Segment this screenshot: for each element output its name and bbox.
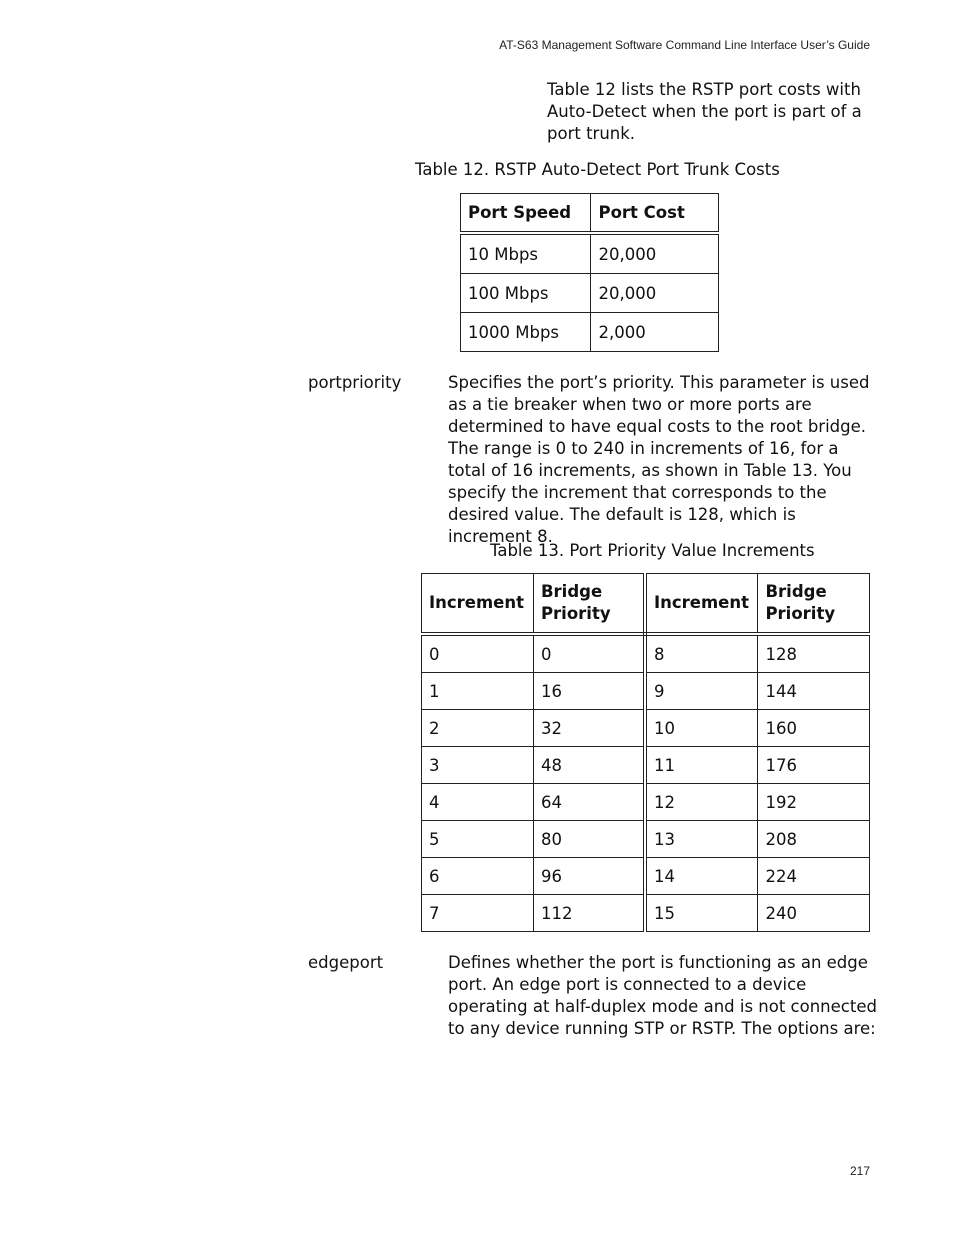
- table-row: [422, 784, 870, 821]
- cell-increment: 13: [645, 821, 758, 858]
- table-row: [422, 634, 870, 673]
- table-row: [422, 673, 870, 710]
- cell-increment: 6: [422, 858, 534, 895]
- edgeport-description: Defines whether the port is functioning as an edge port. An edge port is connected to a device operating at half-duplex mode and is not connected to any device running STP or RSTP. The options are:: [448, 953, 877, 1038]
- table-row: [422, 858, 870, 895]
- table-row: [461, 233, 719, 274]
- cell-bridge-priority: 64: [533, 784, 645, 821]
- table-row: [422, 710, 870, 747]
- cell-bridge-priority: 48: [533, 747, 645, 784]
- cell-bridge-priority: 128: [758, 634, 870, 673]
- cell-port-cost: 20,000: [591, 274, 719, 313]
- cell-bridge-priority: 96: [533, 858, 645, 895]
- table13-caption: Table 13. Port Priority Value Increments: [490, 541, 815, 560]
- term-edgeport: edgeport: [308, 953, 384, 972]
- table-header-row: [422, 574, 870, 635]
- portpriority-description: Specifies the port’s priority. This parameter is used as a tie breaker when two or more ports are determined to have equal costs to the root bridge. The range is 0 to 240 in increments of 16, for a total of 16 increments, as shown in Table 13. You specify the increment that corresponds to the desired value. The default is 128, which is increment 8.: [448, 373, 870, 546]
- cell-port-cost: 2,000: [591, 313, 719, 352]
- cell-increment: 14: [645, 858, 758, 895]
- page-number: 217: [849, 1164, 870, 1178]
- cell-increment: 9: [645, 673, 758, 710]
- cell-increment: 12: [645, 784, 758, 821]
- cell-increment: 3: [422, 747, 534, 784]
- cell-increment: 1: [422, 673, 534, 710]
- cell-increment: 0: [422, 634, 534, 673]
- table-row: [461, 274, 719, 313]
- cell-port-speed: 1000 Mbps: [461, 313, 591, 352]
- cell-bridge-priority: 80: [533, 821, 645, 858]
- cell-increment: 4: [422, 784, 534, 821]
- header-bridge-priority: Bridge Priority: [758, 574, 870, 635]
- table12-caption: Table 12. RSTP Auto-Detect Port Trunk Costs: [415, 160, 780, 179]
- table-row: [422, 821, 870, 858]
- cell-bridge-priority: 160: [758, 710, 870, 747]
- cell-bridge-priority: 144: [758, 673, 870, 710]
- header-increment: Increment: [645, 574, 758, 635]
- cell-increment: 10: [645, 710, 758, 747]
- cell-bridge-priority: 0: [533, 634, 645, 673]
- cell-bridge-priority: 240: [758, 895, 870, 932]
- cell-increment: 2: [422, 710, 534, 747]
- cell-increment: 5: [422, 821, 534, 858]
- cell-bridge-priority: 112: [533, 895, 645, 932]
- header-increment: Increment: [422, 574, 534, 635]
- table-row: [461, 313, 719, 352]
- cell-increment: 8: [645, 634, 758, 673]
- table-row: [422, 895, 870, 932]
- cell-bridge-priority: 224: [758, 858, 870, 895]
- cell-bridge-priority: 192: [758, 784, 870, 821]
- intro-paragraph: Table 12 lists the RSTP port costs with Auto-Detect when the port is part of a port trunk.: [547, 80, 862, 143]
- running-header: AT-S63 Management Software Command Line Interface User’s Guide: [499, 38, 870, 52]
- cell-port-speed: 100 Mbps: [461, 274, 591, 313]
- cell-increment: 7: [422, 895, 534, 932]
- port-trunk-cost-table: [460, 193, 719, 352]
- cell-bridge-priority: 16: [533, 673, 645, 710]
- cell-port-cost: 20,000: [591, 233, 719, 274]
- header-port-cost: Port Cost: [591, 194, 719, 234]
- term-portpriority: portpriority: [308, 373, 402, 392]
- cell-bridge-priority: 32: [533, 710, 645, 747]
- header-bridge-priority: Bridge Priority: [533, 574, 645, 635]
- port-priority-table: [421, 573, 870, 932]
- cell-increment: 15: [645, 895, 758, 932]
- header-port-speed: Port Speed: [461, 194, 591, 234]
- table-row: [422, 747, 870, 784]
- cell-bridge-priority: 208: [758, 821, 870, 858]
- cell-increment: 11: [645, 747, 758, 784]
- cell-port-speed: 10 Mbps: [461, 233, 591, 274]
- cell-bridge-priority: 176: [758, 747, 870, 784]
- table-header-row: [461, 194, 719, 234]
